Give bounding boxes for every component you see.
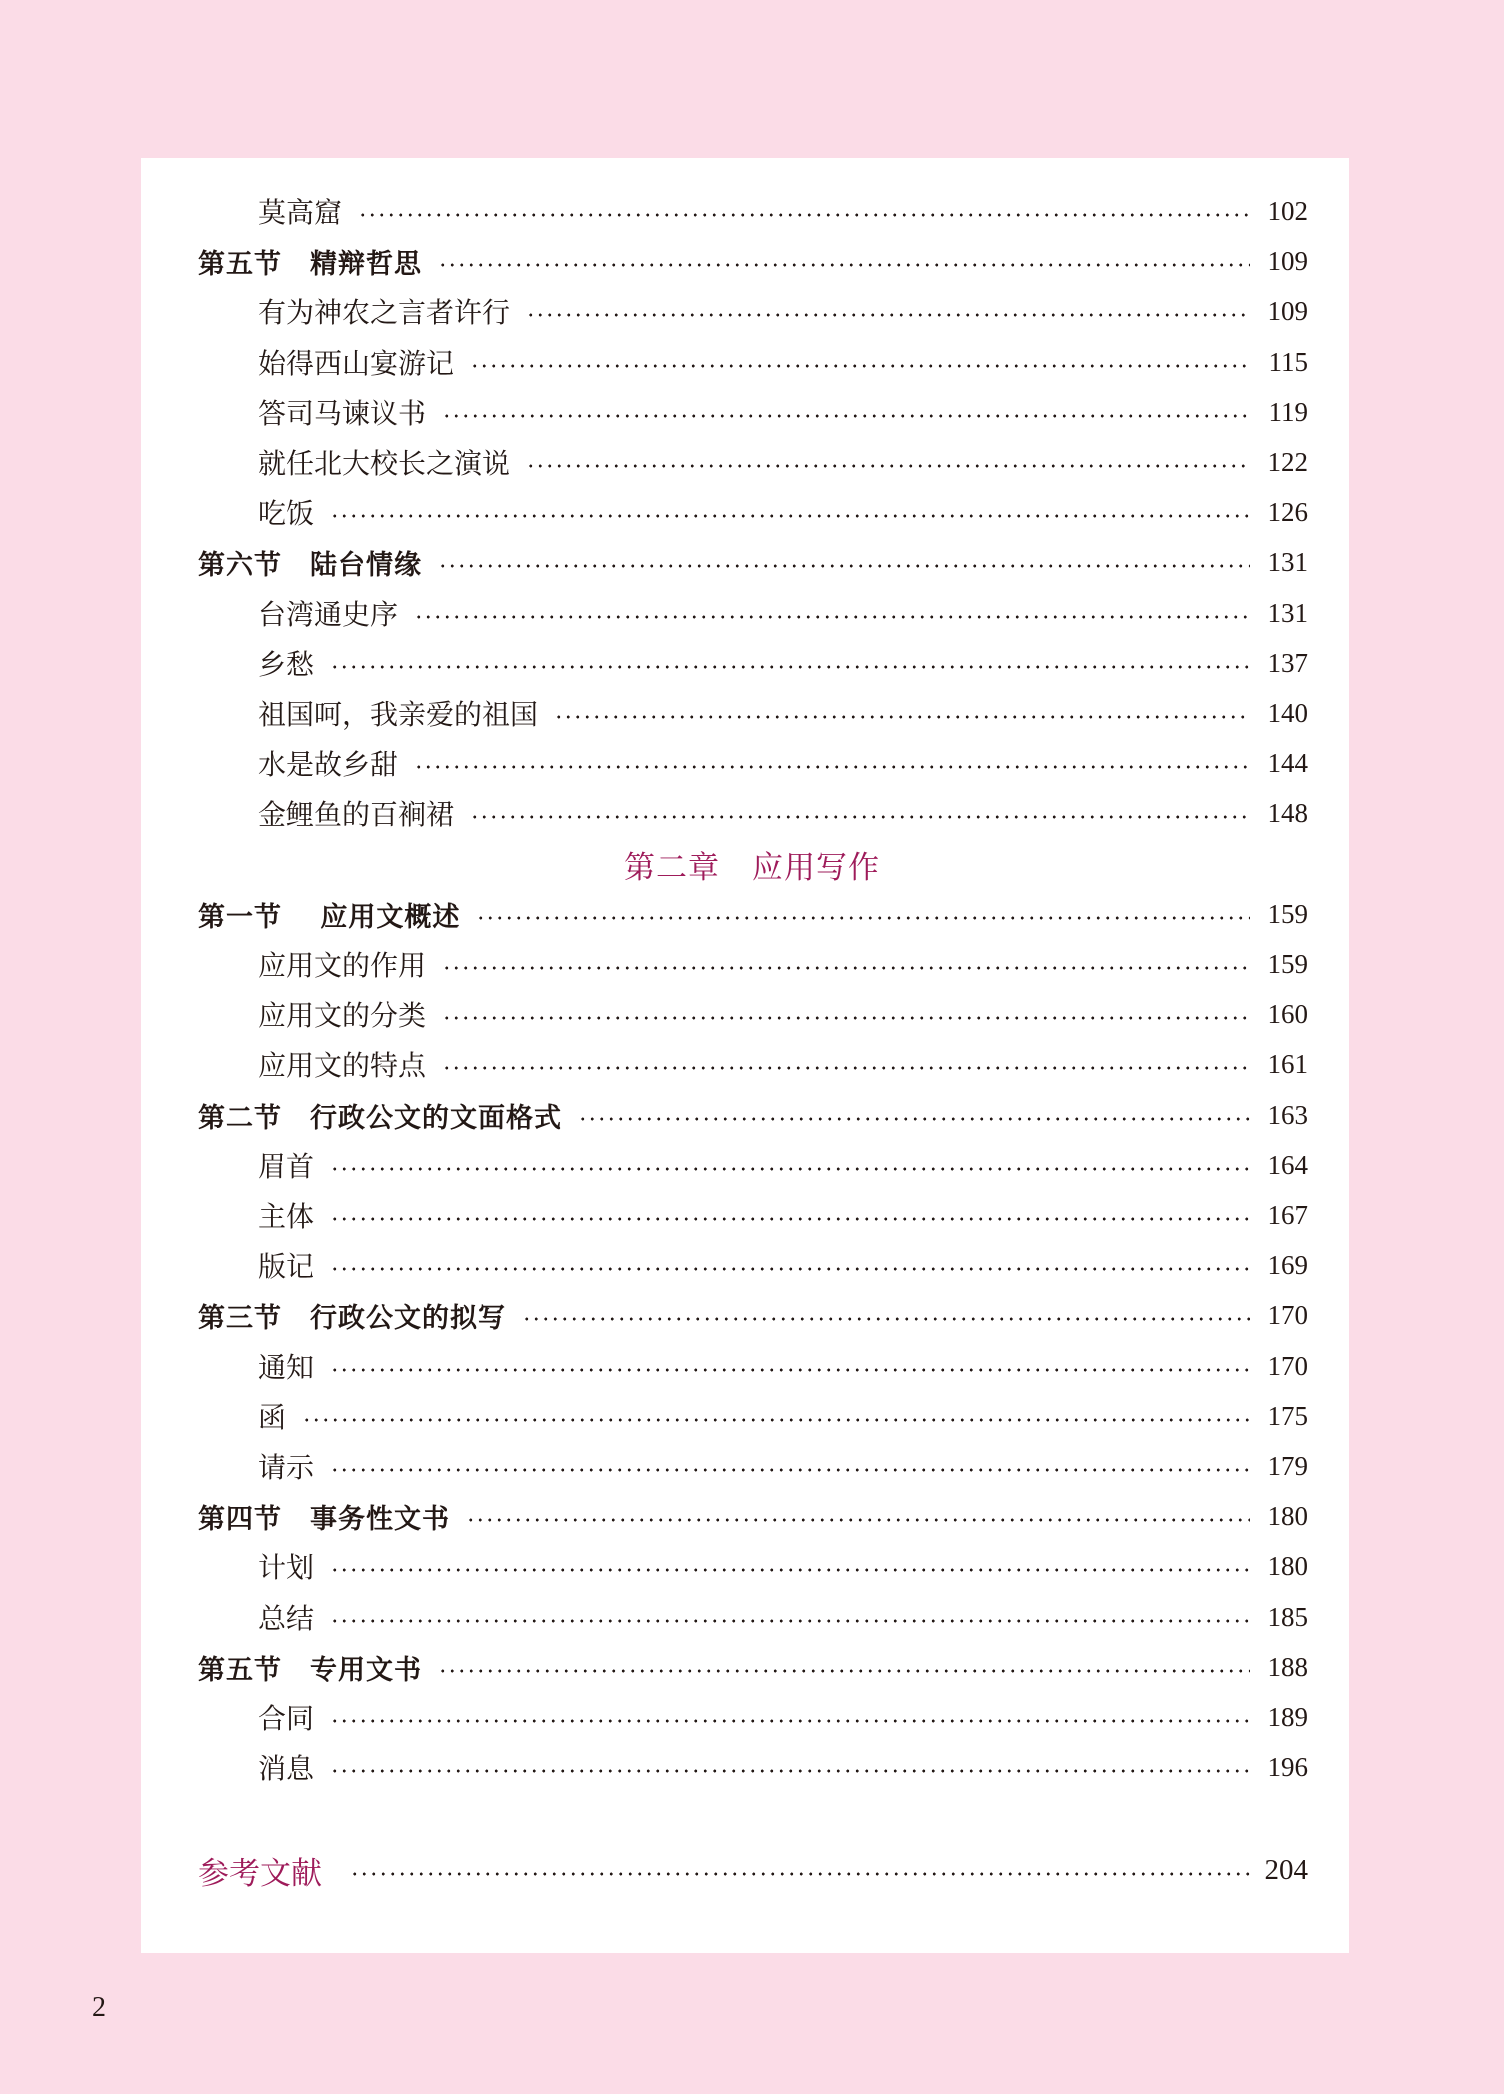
section-title: 第一节 应用文概述 — [198, 901, 461, 933]
toc-item-row[interactable] — [258, 487, 1308, 537]
toc-item-row[interactable] — [258, 1692, 1308, 1742]
toc-item-row[interactable] — [258, 1441, 1308, 1491]
toc-item-row[interactable] — [258, 1541, 1308, 1591]
dot-leader — [554, 715, 1250, 719]
section-title: 第二节 行政公文的文面格式 — [198, 1102, 562, 1134]
toc-item-row[interactable] — [258, 638, 1308, 688]
toc-item-row[interactable] — [258, 1341, 1308, 1391]
page-ref: 180 — [1267, 1500, 1308, 1531]
dot-leader — [470, 364, 1250, 368]
page-ref: 161 — [1267, 1048, 1308, 1079]
page-ref: 180 — [1267, 1550, 1308, 1581]
toc-item-row[interactable] — [258, 989, 1308, 1039]
dot-leader — [442, 966, 1250, 970]
page-ref: 102 — [1267, 195, 1308, 226]
section-title: 第三节 行政公文的拟写 — [198, 1302, 506, 1334]
item-title: 通知 — [258, 1351, 315, 1384]
chapter-heading: 第二章 应用写作 — [624, 850, 880, 886]
toc-item-row[interactable] — [258, 1592, 1308, 1642]
toc-item-row[interactable] — [258, 1140, 1308, 1190]
item-title: 消息 — [258, 1752, 315, 1785]
item-title: 莫高窟 — [258, 196, 343, 229]
toc-item-row[interactable] — [258, 1190, 1308, 1240]
toc-item-row[interactable] — [258, 688, 1308, 738]
page-ref: 122 — [1267, 446, 1308, 477]
page-ref: 179 — [1267, 1450, 1308, 1481]
item-title: 版记 — [258, 1250, 315, 1283]
page-ref: 159 — [1267, 898, 1308, 929]
item-title: 总结 — [258, 1602, 315, 1635]
dot-leader — [330, 1368, 1250, 1372]
toc-item-row[interactable] — [258, 286, 1308, 336]
item-title: 水是故乡甜 — [258, 748, 399, 781]
section-title: 第六节 陆台情缘 — [198, 549, 422, 581]
item-title: 台湾通史序 — [258, 598, 399, 631]
toc-item-row[interactable] — [258, 1391, 1308, 1441]
toc-section-row[interactable] — [198, 537, 1308, 587]
dot-leader — [330, 1769, 1250, 1773]
page-ref: 115 — [1268, 346, 1308, 377]
dot-leader — [330, 665, 1250, 669]
toc-item-row[interactable] — [258, 387, 1308, 437]
dot-leader — [358, 213, 1250, 217]
item-title: 答司马谏议书 — [258, 397, 427, 430]
dot-leader — [578, 1117, 1250, 1121]
item-title: 请示 — [258, 1451, 315, 1484]
toc-section-row[interactable] — [198, 1290, 1308, 1340]
dot-leader — [330, 1568, 1250, 1572]
page-ref: 170 — [1267, 1350, 1308, 1381]
dot-leader — [302, 1418, 1250, 1422]
page-ref: 109 — [1267, 245, 1308, 276]
toc-item-row[interactable] — [258, 588, 1308, 638]
page-ref: 163 — [1267, 1099, 1308, 1130]
page-ref: 164 — [1267, 1149, 1308, 1180]
item-title: 乡愁 — [258, 648, 315, 681]
item-title: 眉首 — [258, 1150, 315, 1183]
dot-leader — [330, 1468, 1250, 1472]
dot-leader — [330, 514, 1250, 518]
toc-section-row[interactable] — [198, 1090, 1308, 1140]
toc-section-row[interactable] — [198, 1642, 1308, 1692]
page-number: 2 — [92, 1992, 106, 2023]
dot-leader — [442, 414, 1250, 418]
item-title: 计划 — [258, 1551, 315, 1584]
section-title: 第五节 精辩哲思 — [198, 248, 422, 280]
dot-leader — [414, 765, 1250, 769]
dot-leader — [330, 1267, 1250, 1271]
dot-leader — [442, 1016, 1250, 1020]
toc-item-row[interactable] — [258, 437, 1308, 487]
references-page: 204 — [1264, 1853, 1308, 1886]
dot-leader — [438, 564, 1250, 568]
dot-leader — [522, 1317, 1250, 1321]
dot-leader — [466, 1518, 1250, 1522]
dot-leader — [330, 1619, 1250, 1623]
page-ref: 160 — [1267, 998, 1308, 1029]
item-title: 祖国呵，我亲爱的祖国 — [258, 698, 539, 731]
page-ref: 159 — [1267, 948, 1308, 979]
page-ref: 196 — [1267, 1751, 1308, 1782]
page-ref: 126 — [1267, 496, 1308, 527]
item-title: 合同 — [258, 1702, 315, 1735]
page-ref: 175 — [1267, 1400, 1308, 1431]
dot-leader — [350, 1872, 1251, 1876]
item-title: 吃饭 — [258, 497, 315, 530]
item-title: 金鲤鱼的百裥裙 — [258, 798, 455, 831]
toc-item-row[interactable] — [258, 939, 1308, 989]
item-title: 应用文的特点 — [258, 1049, 427, 1082]
item-title: 应用文的分类 — [258, 999, 427, 1032]
toc-section-row[interactable] — [198, 889, 1308, 939]
dot-leader — [438, 263, 1250, 267]
dot-leader — [526, 313, 1250, 317]
toc-item-row[interactable] — [258, 1240, 1308, 1290]
page-ref: 148 — [1267, 797, 1308, 828]
toc-item-row[interactable] — [258, 186, 1308, 236]
toc-section-row[interactable] — [198, 1491, 1308, 1541]
dot-leader — [330, 1217, 1250, 1221]
dot-leader — [330, 1167, 1250, 1171]
dot-leader — [476, 916, 1250, 920]
toc-item-row[interactable] — [258, 738, 1308, 788]
page-ref: 109 — [1267, 295, 1308, 326]
page-ref: 140 — [1267, 697, 1308, 728]
references-title: 参考文献 — [198, 1855, 322, 1892]
dot-leader — [442, 1066, 1250, 1070]
toc-item-row[interactable] — [258, 337, 1308, 387]
page-ref: 119 — [1268, 396, 1308, 427]
item-title: 始得西山宴游记 — [258, 347, 455, 380]
page-ref: 144 — [1267, 747, 1308, 778]
dot-leader — [438, 1669, 1250, 1673]
dot-leader — [526, 464, 1250, 468]
page-ref: 167 — [1267, 1199, 1308, 1230]
item-title: 应用文的作用 — [258, 949, 427, 982]
section-title: 第四节 事务性文书 — [198, 1503, 450, 1535]
dot-leader — [330, 1719, 1250, 1723]
page-ref: 189 — [1267, 1701, 1308, 1732]
toc-item-row[interactable] — [258, 1742, 1308, 1792]
item-title: 主体 — [258, 1200, 315, 1233]
section-title: 第五节 专用文书 — [198, 1654, 422, 1686]
toc-item-row[interactable] — [258, 788, 1308, 838]
item-title: 有为神农之言者许行 — [258, 296, 511, 329]
toc-item-row[interactable] — [258, 1039, 1308, 1089]
page-ref: 185 — [1267, 1601, 1308, 1632]
page-ref: 131 — [1267, 546, 1308, 577]
dot-leader — [470, 815, 1250, 819]
references-entry[interactable] — [198, 1842, 1308, 1898]
item-title: 函 — [258, 1401, 287, 1434]
page-ref: 137 — [1267, 647, 1308, 678]
page-ref: 188 — [1267, 1651, 1308, 1682]
dot-leader — [414, 615, 1250, 619]
item-title: 就任北大校长之演说 — [258, 447, 511, 480]
page-ref: 169 — [1267, 1249, 1308, 1280]
page-ref: 131 — [1267, 597, 1308, 628]
page-ref: 170 — [1267, 1299, 1308, 1330]
toc-section-row[interactable] — [198, 236, 1308, 286]
